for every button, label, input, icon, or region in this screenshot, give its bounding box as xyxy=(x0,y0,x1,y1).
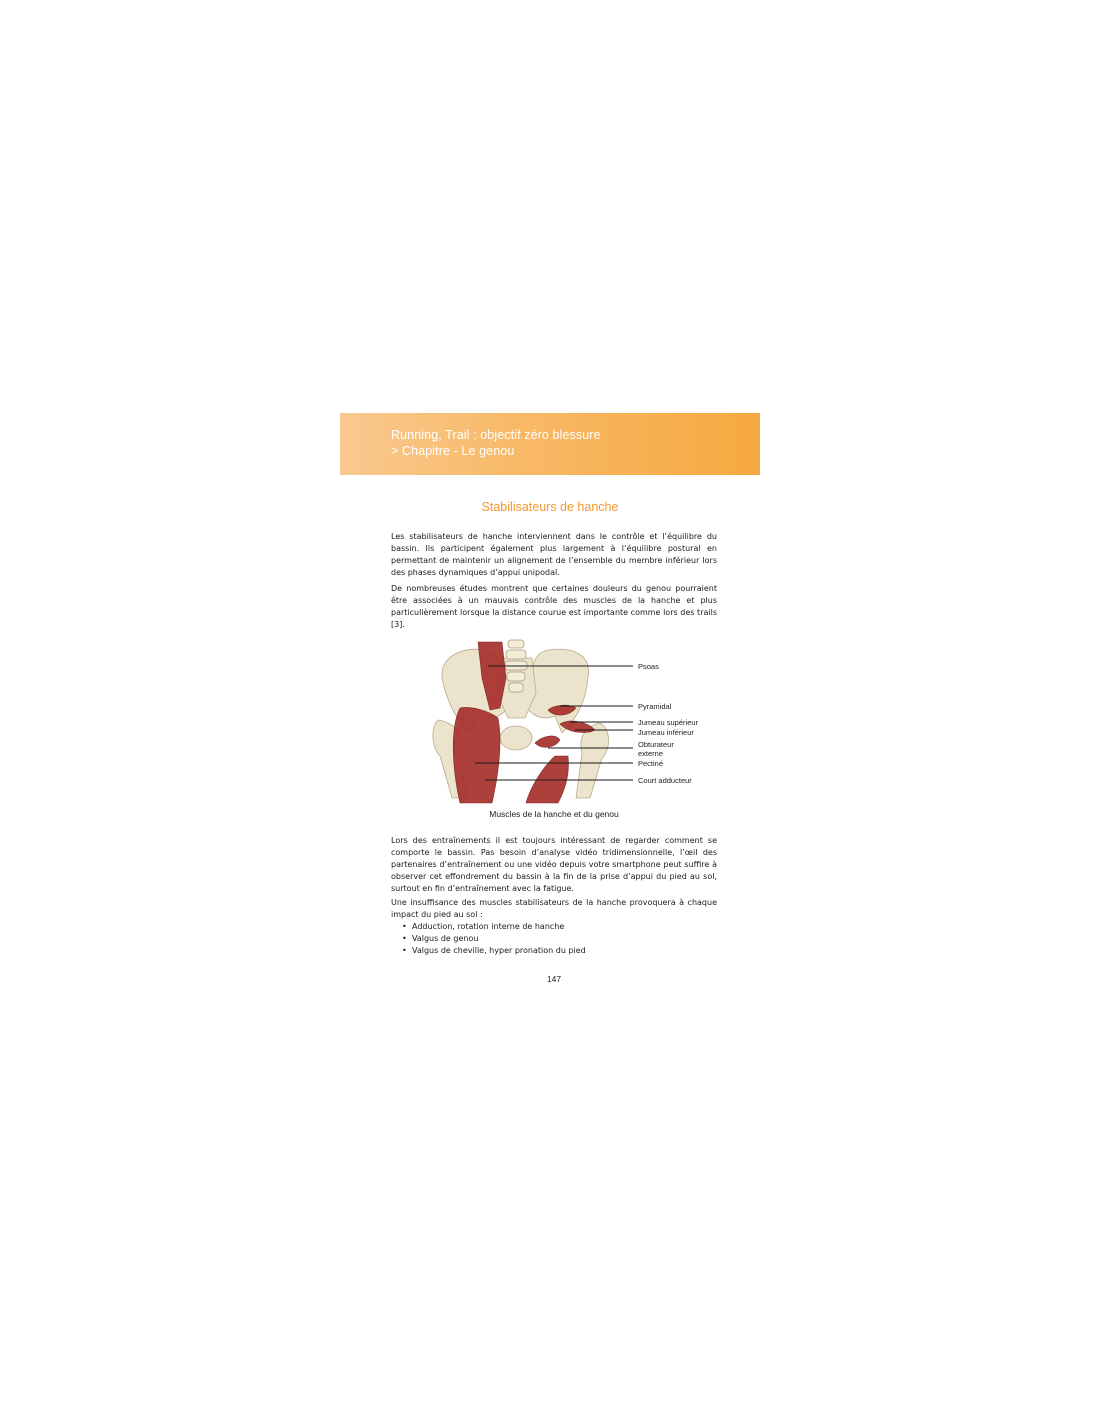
list-item: • Adduction, rotation interne de hanche xyxy=(402,921,586,933)
book-page xyxy=(340,413,760,1008)
hip-muscles-illustration xyxy=(430,638,705,806)
label-pectine: Pectiné xyxy=(638,759,664,768)
paragraph-insufficiency: Une insuffisance des muscles stabilisateurs de la hanche provoquera à chaque impact du pied au sol : xyxy=(391,898,717,919)
label-pyramidal: Pyramidal xyxy=(638,702,672,711)
label-court-adducteur: Court adducteur xyxy=(638,776,692,785)
chapter-title: > Chapitre - Le genou xyxy=(391,444,515,458)
page-number: 147 xyxy=(546,974,562,984)
section-title: Stabilisateurs de hanche xyxy=(481,500,619,514)
consequences-list xyxy=(402,921,586,957)
label-obturateur-externe: externe xyxy=(638,749,664,758)
chapter-header-banner xyxy=(340,413,760,475)
paragraph-intro: Les stabilisateurs de hanche interviennent dans le contrôle et l’équilibre du bassin. Ils participent également plus largement à l’équilibre postural en permettant de maintenir un alignement de l’ensemble du membre inférieur lors des phases dynamiques d’appui unipodal. xyxy=(391,532,717,577)
paragraph-training: Lors des entraînements il est toujours intéressant de regarder comment se comporte le bassin. Pas besoin d’analyse vidéo tridimensionnelle, l’œil des partenaires d’entraînement ou une vidéo depuis votre smartphone peut suffire à observer cet effondrement du bassin à la fin de la prise d’appui du pied au sol, surtout en fin d’entraînement avec la fatigue. xyxy=(391,836,717,893)
label-psoas: Psoas xyxy=(638,662,659,671)
list-item: • Valgus de cheville, hyper pronation du pied xyxy=(402,945,586,957)
figure-caption: Muscles de la hanche et du genou xyxy=(489,809,619,819)
list-item: • Valgus de genou xyxy=(402,933,586,945)
book-title: Running, Trail : objectif zéro blessure xyxy=(391,428,601,442)
label-obturateur: Obturateur xyxy=(638,740,674,749)
paragraph-studies: De nombreuses études montrent que certaines douleurs du genou pourraient être associées à un mauvais contrôle des muscles de la hanche et plus particulièrement lorsque la distance courue est importante comme lors des trails [3]. xyxy=(391,584,717,629)
label-jumeau-inferieur: Jumeau inférieur xyxy=(638,728,694,737)
label-jumeau-superieur: Jumeau supérieur xyxy=(638,718,699,727)
